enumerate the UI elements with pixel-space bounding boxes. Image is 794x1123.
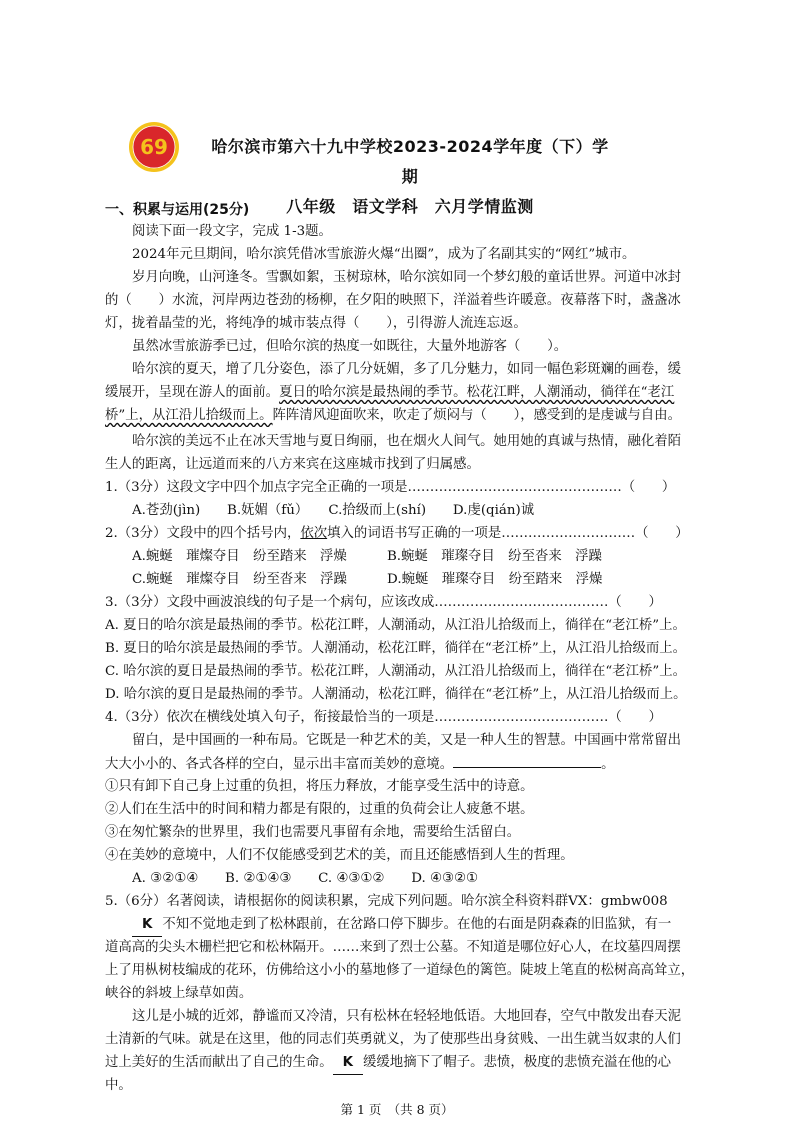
passage-line: 峡谷的斜坡上绿草如茵。 <box>105 986 253 1001</box>
passage-line: 生人的距离，让远道而来的八方来宾在这座城市找到了归属感。 <box>105 457 480 472</box>
passage-text: 缓缓地摘下了帽子。悲愤，极度的悲愤充溢在他的心 <box>363 1055 672 1070</box>
wavy-underlined-sentence: 夏日的哈尔滨是最热闹的季节。松花江畔，人潮涌动，徜徉在“老江 <box>279 385 675 400</box>
question-2-text: 2.（3分）文段中的四个括号内， <box>105 526 301 541</box>
character-blank: K <box>333 1052 363 1075</box>
question-1-options: A.苍劲(jìn) B.妩媚（fǔ） C.拾级而上(shí) D.虔(qián)诚 <box>132 503 535 518</box>
passage-text: 过上美好的生活而献出了自己的生命。 <box>105 1055 333 1070</box>
passage-text: 缓展开，呈现在游人的面前。 <box>105 385 280 400</box>
passage-text: 。 <box>601 757 615 772</box>
question-3: 3.（3分）文段中画波浪线的句子是一个病句，应该改成…………………………………（ ） <box>105 595 662 610</box>
question-3-option-d: D. 哈尔滨的夏日是最热闹的季节。人潮涌动，松花江畔，徜徉在“老江桥”上，从江沿儿拾级而上。 <box>105 687 687 702</box>
passage-line: 岁月向晚，山河逢冬。雪飘如絮，玉树琼林，哈尔滨如同一个梦幻般的童话世界。河道中冰封 <box>132 270 682 285</box>
passage-line: 这儿是小城的近郊，静谧而又冷清，只有松林在轻轻地低语。大地回春，空气中散发出春天泥 <box>132 1009 682 1024</box>
passage-text: 不知不觉地走到了松林跟前，在岔路口停下脚步。在他的右面是阴森森的旧监狱，有一 <box>162 917 672 932</box>
passage-line: 虽然冰雪旅游季已过，但哈尔滨的热度一如既往，大量外地游客（ ）。 <box>132 339 568 354</box>
character-blank: K <box>132 914 162 937</box>
sentence-option: ③在匆忙繁杂的世界里，我们也需要凡事留有余地，需要给生活留白。 <box>105 825 521 840</box>
passage-text: 大大小小的、各式各样的空白，显示出丰富而美妙的意境。 <box>105 757 454 772</box>
question-2-options: C.蜿蜒 璀燦夺目 纷至沓来 浮躁 D.蜿蜒 璀璨夺目 纷至踏来 浮燥 <box>132 572 603 587</box>
title-line-2: 八年级 语文学科 六月学情监测 <box>286 197 534 216</box>
instruction-line: 阅读下面一段文字，完成 1-3题。 <box>132 224 332 239</box>
page-footer: 第 1 页 （共 8 页） <box>340 1102 454 1117</box>
sentence-option: ④在美妙的意境中，人们不仅能感受到艺术的美，而且还能感悟到人生的哲理。 <box>105 848 574 863</box>
passage-line: 灯，拢着晶莹的光，将纯净的城市装点得（ ），引得游人流连忘返。 <box>105 316 527 331</box>
passage-line: 上了用枞树枝编成的花环，仿佛给这小小的墓地修了一道绿色的篱笆。陡坡上笔直的松树高高耸立， <box>105 963 695 978</box>
sentence-option: ②人们在生活中的时间和精力都是有限的，过重的负荷会让人疲惫不堪。 <box>105 802 534 817</box>
question-3-option-c: C. 哈尔滨的夏日是最热闹的季节。松花江畔，人潮涌动，从江沿儿拾级而上，徜徉在“老江桥”上。 <box>105 664 686 679</box>
passage-line: 2024年元旦期间，哈尔滨凭借冰雪旅游火爆“出圈”，成为了名副其实的“网红”城市。 <box>132 247 636 262</box>
question-4: 4.（3分）依次在横线处填入句子，衔接最恰当的一项是…………………………………（ ） <box>105 710 662 725</box>
sentence-option: ①只有卸下自己身上过重的负担，将压力释放，才能享受生活中的诗意。 <box>105 779 534 794</box>
passage-line <box>105 1052 695 1075</box>
passage-line: 哈尔滨的夏天，增了几分姿色，添了几分妩媚，多了几分魅力，如同一幅色彩斑斓的画卷，缓 <box>132 362 682 377</box>
passage-line: 的（ ）水流，河岸两边苍劲的杨柳，在夕阳的映照下，洋溢着些许暖意。夜幕落下时，盏盏冰 <box>105 293 681 308</box>
title-line-1: 哈尔滨市第六十九中学校2023-2024学年度（下）学期 <box>211 137 609 186</box>
question-4-options: A. ③②①④ B. ②①④③ C. ④③①② D. ④③②① <box>132 871 479 886</box>
question-2-text: 填入的词语书写正确的一项是…………………………（ ） <box>327 526 689 541</box>
section-heading: 一、积累与运用(25分) <box>105 202 250 218</box>
passage-line: 中。 <box>105 1078 132 1093</box>
svg-text:69: 69 <box>140 135 168 159</box>
passage-line: 留白，是中国画的一种布局。它既是一种艺术的美，又是一种人生的智慧。中国画中常常留出 <box>132 733 682 748</box>
question-1: 1.（3分）这段文字中四个加点字完全正确的一项是…………………………………………（ ） <box>105 480 676 495</box>
underlined-word: 依次 <box>300 526 328 541</box>
question-3-option-a: A. 夏日的哈尔滨是最热闹的季节。松花江畔，人潮涌动，从江沿儿拾级而上，徜徉在“老江桥”上。 <box>105 618 686 633</box>
question-3-option-b: B. 夏日的哈尔滨是最热闹的季节。人潮涌动，松花江畔，徜徉在“老江桥”上，从江沿儿拾级而上。 <box>105 641 687 656</box>
question-5: 5.（6分）名著阅读，请根据你的阅读积累，完成下列问题。哈尔滨全科资料群VX：gmbw008 <box>105 894 668 909</box>
passage-line: 土清新的气味。就是在这里，他的同志们英勇就义，为了使那些出身贫贱、一出生就当奴隶的人们 <box>105 1032 681 1047</box>
passage-text: 阵阵清风迎面吹来，吹走了烦闷与（ ），感受到的是虔诚与自由。 <box>272 408 681 423</box>
question-2-options: A.蜿蜒 璀燦夺目 纷至踏来 浮燥 B.蜿蜒 璀璨夺目 纷至沓来 浮躁 <box>132 549 602 564</box>
passage-line: 哈尔滨的美远不止在冰天雪地与夏日绚丽，也在烟火人间气。她用她的真诚与热情，融化着陌 <box>132 434 682 449</box>
wavy-underlined-sentence: 桥”上，从江沿儿拾级而上。 <box>105 408 273 423</box>
passage-line: 道高高的尖头木栅栏把它和松林隔开。……来到了烈士公墓。不知道是哪位好心人，在坟墓四周摆 <box>105 940 681 955</box>
